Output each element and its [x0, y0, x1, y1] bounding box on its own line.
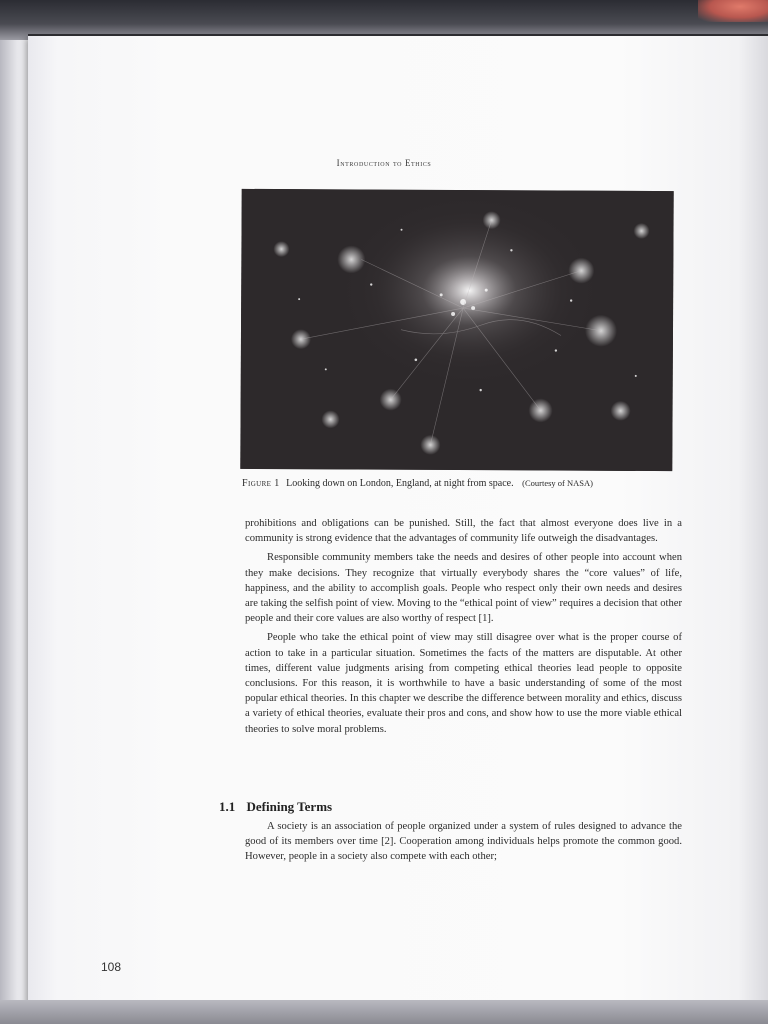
london-night-photo [240, 189, 673, 471]
figure-credit: (Courtesy of NASA) [522, 478, 593, 488]
running-head: Introduction to Ethics [336, 158, 432, 168]
figure-caption-text: Looking down on London, England, at night from space. [286, 478, 514, 489]
page-number: 108 [101, 960, 122, 974]
paragraph-2: Responsible community members take the needs and desires of other people into account when they make decisions. They recognize that virtually everybody shares the “core values” of life, happiness, and the ability to accomplish goals. People who respect only their own needs and desires are taking the selfish point of view. Moving to the “ethical point of view” requires a decision that other people and their core values are also worthy of respect [1]. [245, 552, 682, 625]
figure-caption [242, 478, 682, 489]
body-text-upper [245, 516, 682, 741]
figure-label: Figure 1 [242, 478, 280, 489]
section-number: 1.1 [219, 799, 236, 814]
paragraph-3: People who take the ethical point of view may still disagree over what is the proper course of action to take in a particular situation. Sometimes the facts of the matters are disputable. At other times, different value judgments arising from competing ethical theories lead people to opposite conclusions. For this reason, it is worthwhile to have a basic understanding of some of the most popular ethical theories. In this chapter we describe the difference between morality and ethics, discuss a variety of ethical theories, evaluate their pros and cons, and show how to use the more viable ethical theories to solve moral problems. [245, 632, 682, 735]
section-paragraph: A society is an association of people organized under a system of rules designed to advance the good of its members over time [2]. Cooperation among individuals helps promote the common good. However, people in a society also compete with each other; [245, 821, 682, 863]
figure-london-night-image [240, 189, 673, 471]
paragraph-1: prohibitions and obligations can be punished. Still, the fact that almost everyone does live in a community is strong evidence that the advantages of community life outweigh the disadvantages. [245, 518, 682, 545]
section-heading [219, 799, 332, 815]
section-title: Defining Terms [246, 799, 333, 814]
page-gutter [0, 40, 28, 1000]
thumb-shadow [698, 0, 768, 22]
body-text-section [245, 819, 682, 869]
scanner-bottom-edge [0, 1000, 768, 1024]
